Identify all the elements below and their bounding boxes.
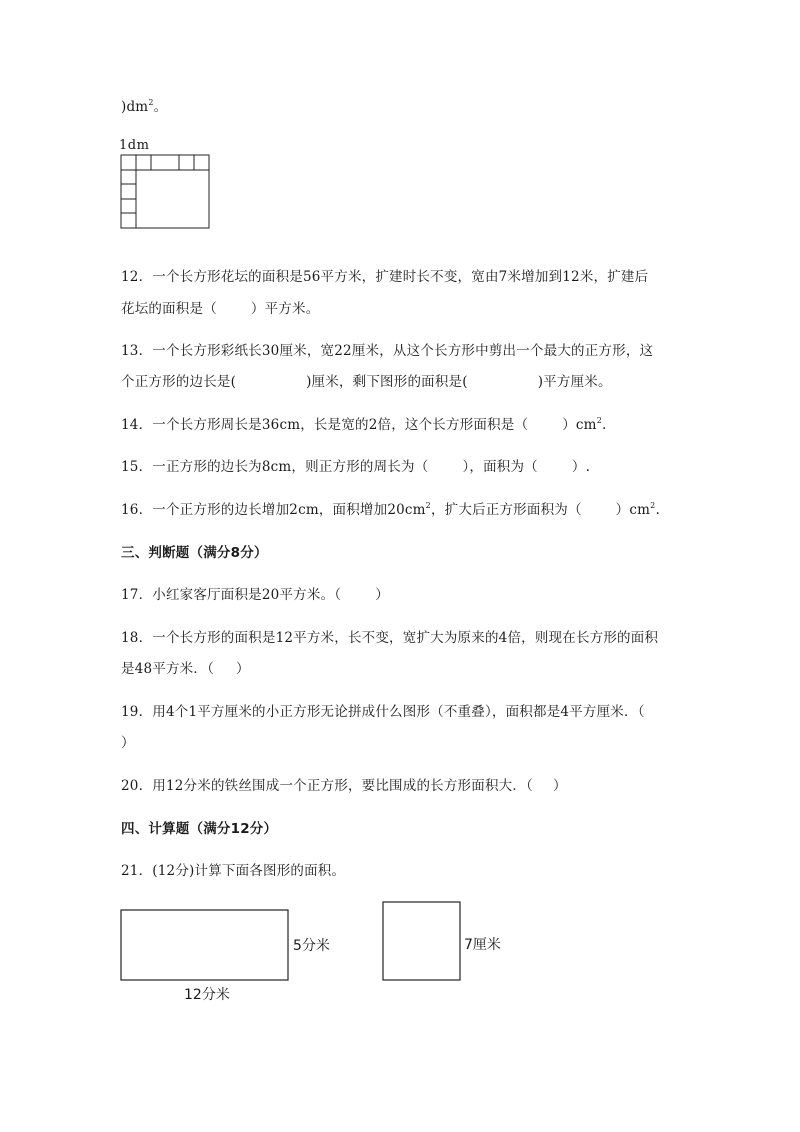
q15-text-c: ）. [571,459,591,475]
q14-text-b: ）cm [562,417,597,433]
q15-text-a: 15．一正方形的边长为8cm，则正方形的周长为（ [121,459,429,475]
q14-exponent: 2 [596,416,602,425]
q16-exponent-2: 2 [650,501,656,510]
question-19-line-1: 19．用4个1平方厘米的小正方形无论拼成什么图形（不重叠），面积都是4平方厘米．（ [121,704,645,720]
q16-text-c: ）cm [615,502,651,518]
question-13-line-1: 13．一个长方形彩纸长30厘米，宽22厘米，从这个长方形中剪出一个最大的正方形，这 [121,343,654,359]
q16-text-a: 16．一个正方形的边长增加2cm，面积增加20cm [121,502,426,518]
square-figure [383,902,460,980]
q15-text-b: ），面积为（ [462,459,538,475]
rectangle-height-label: 5分米 [293,938,330,954]
q13-text-a: 个正方形的边长是( [121,374,237,390]
q14-text-a: 14．一个长方形周长是36cm，长是宽的2倍，这个长方形面积是（ [121,417,529,433]
section-4-heading: 四、计算题（满分12分） [121,821,278,837]
grid-figure-label: 1dm [119,138,150,153]
q12-text-a: 花坛的面积是（ [121,301,217,317]
question-21: 21．(12分)计算下面各图形的面积。 [121,863,346,879]
square-side-label: 7厘米 [464,937,501,953]
q20-text-b: ） [553,778,567,794]
q14-text-c: . [601,417,607,433]
q13-text-b: )厘米，剩下图形的面积是( [306,374,468,390]
q17-text-a: 17．小红家客厅面积是20平方米。（ [121,587,342,603]
question-19-line-2: ） [121,735,135,751]
fragment-end: 。 [153,99,168,115]
q13-text-c: )平方厘米。 [537,374,612,390]
rectangle-figure [121,910,288,980]
question-12-line-1: 12．一个长方形花坛的面积是56平方米，扩建时长不变，宽由7米增加到12米，扩建后 [121,269,649,285]
q18-text-a: 是48平方米．（ [121,661,215,677]
question-18-line-1: 18．一个长方形的面积是12平方米，长不变，宽扩大为原来的4倍，则现在长方形的面积 [121,630,659,646]
section-3-heading: 三、判断题（满分8分） [121,545,268,561]
q16-exponent-1: 2 [425,501,431,510]
q12-text-b: ）平方米。 [250,301,320,317]
rectangle-width-label: 12分米 [184,987,230,1003]
q17-text-b: ） [375,587,389,603]
q18-text-b: ） [236,661,250,677]
q16-text-b: ，扩大后正方形面积为（ [430,502,582,518]
fragment-text: )dm [121,99,149,115]
q20-text-a: 20．用12分米的铁丝围成一个正方形，要比围成的长方形面积大．（ [121,778,534,794]
fragment-exponent: 2 [148,98,154,107]
q16-text-d: . [655,502,660,518]
